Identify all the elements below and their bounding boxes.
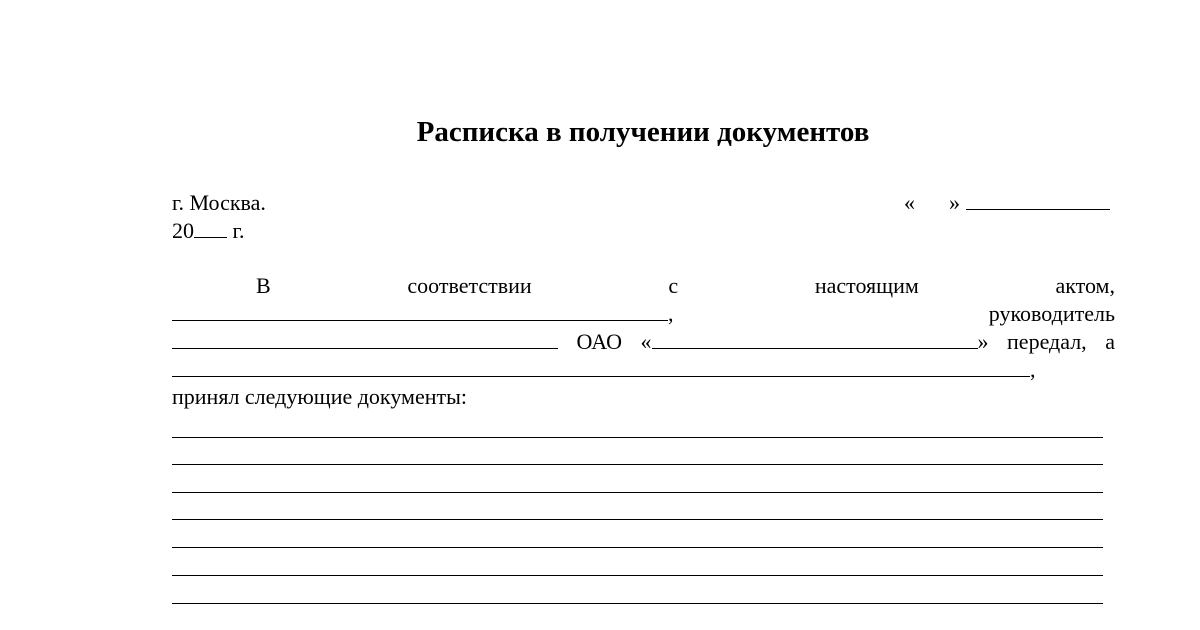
date-year — [172, 217, 245, 245]
paragraph-line-4 — [172, 356, 1036, 384]
document-title: Расписка в получении документов — [416, 116, 870, 148]
date-open-quote: « — [904, 190, 915, 215]
document-list-line — [172, 464, 1103, 465]
document-list-line — [172, 575, 1103, 576]
name-blank-group — [172, 300, 674, 328]
quote-close: » — [977, 329, 989, 354]
paragraph-line-2 — [172, 300, 1115, 328]
name-blank — [172, 300, 668, 321]
year-suffix: г. — [232, 218, 245, 243]
document-list-line — [172, 519, 1103, 520]
conjunction-a: а — [1105, 329, 1115, 354]
receiver-blank — [172, 356, 1030, 377]
document-list-line — [172, 492, 1103, 493]
date-close-quote: » — [949, 190, 960, 215]
year-prefix: 20 — [172, 218, 194, 243]
comma: , — [668, 301, 674, 326]
para-word: настоящим — [814, 273, 919, 298]
transferred-word: передал, — [1007, 329, 1087, 354]
person-blank — [172, 328, 558, 349]
year-blank — [194, 217, 227, 238]
paragraph-line-1 — [172, 272, 1115, 300]
para-word: актом, — [1055, 273, 1115, 298]
org-name-blank — [652, 328, 978, 349]
document-list-line — [172, 547, 1103, 548]
para-word: с — [668, 273, 679, 298]
comma: , — [1030, 357, 1036, 382]
date-day-month — [904, 189, 1110, 217]
para-word: соответствии — [407, 273, 532, 298]
document-list-line — [172, 603, 1103, 604]
quote-open: « — [640, 329, 652, 354]
para-word: В — [256, 273, 271, 298]
paragraph-line-3 — [172, 328, 1115, 356]
org-name-group — [641, 328, 989, 356]
position-label: руководитель — [988, 301, 1115, 326]
org-type: ОАО — [576, 329, 622, 354]
month-blank — [966, 189, 1110, 210]
city-label: г. Москва. — [172, 190, 266, 215]
received-text: принял следующие документы: — [172, 384, 467, 409]
document-list-line — [172, 437, 1103, 438]
